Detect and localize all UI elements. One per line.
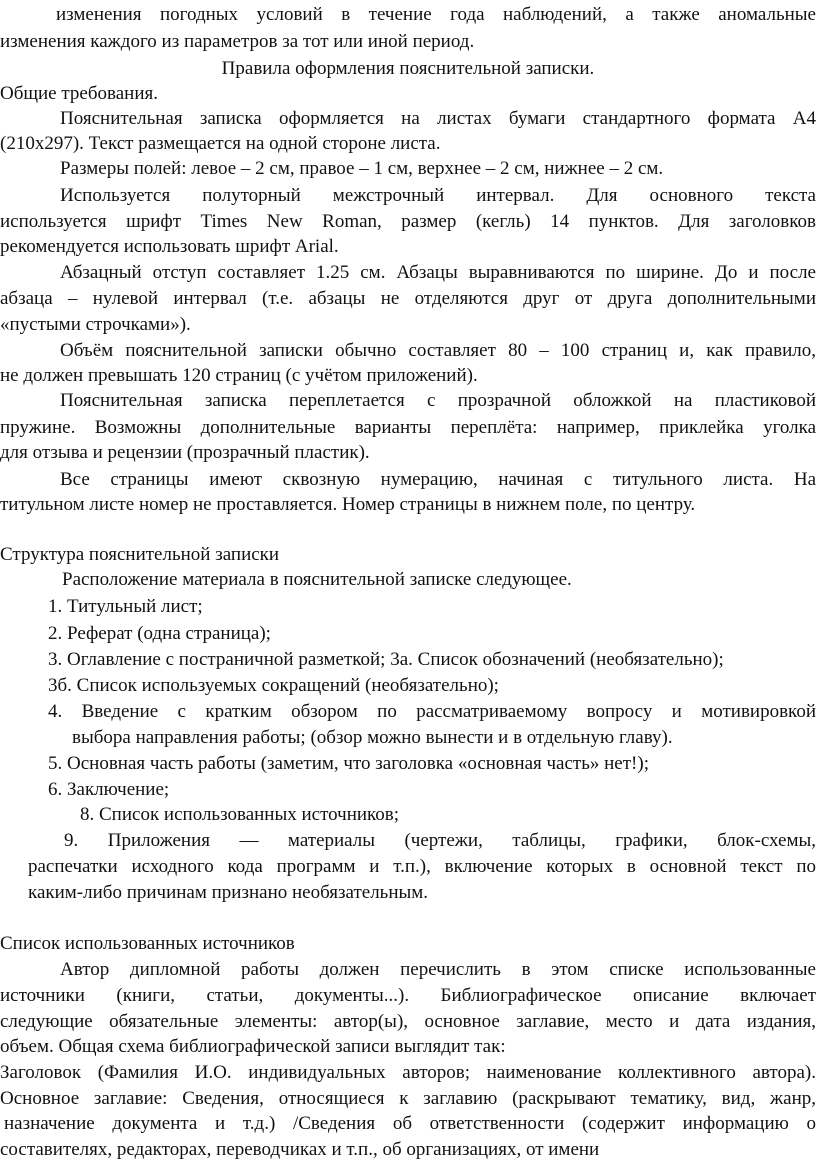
text-line: Все страницы имеют сквозную нумерацию, начиная с титульного листа. На	[60, 469, 816, 490]
text-line: не должен превышать 120 страниц (с учётом приложений).	[0, 365, 478, 386]
list-item: 4. Введение с кратким обзором по рассматриваемому вопросу и мотивировкой	[48, 701, 816, 722]
list-item: 3. Оглавление с постраничной разметкой; 3а. Список обозначений (необязательно);	[48, 649, 724, 670]
text-line: Автор дипломной работы должен перечислить в этом списке использованные	[60, 959, 816, 980]
list-item: 8. Список использованных источников;	[80, 804, 400, 825]
text-line: Используется полуторный межстрочный интервал. Для основного текста	[60, 185, 816, 206]
list-item-continuation: выбора направления работы; (обзор можно вынести и в отдельную главу).	[72, 727, 673, 748]
text-line: составителях, редакторах, переводчиках и т.п., об организациях, от имени	[0, 1139, 600, 1160]
list-item: 1. Титульный лист;	[48, 596, 203, 617]
section-heading: Структура пояснительной записки	[0, 544, 280, 565]
list-item: 3б. Список используемых сокращений (необязательно);	[48, 675, 499, 696]
text-line: используется шрифт Times New Roman, размер (кегль) 14 пунктов. Для заголовков	[0, 211, 816, 232]
text-line: «пустыми строчками»).	[0, 314, 191, 335]
text-line: (210х297). Текст размещается на одной стороне листа.	[0, 133, 441, 154]
text-line: изменения погодных условий в течение года наблюдений, а также аномальные	[56, 4, 816, 25]
list-item: 5. Основная часть работы (заметим, что заголовка «основная часть» нет!);	[48, 753, 649, 774]
text-line: Размеры полей: левое – 2 см, правое – 1 см, верхнее – 2 см, нижнее – 2 см.	[60, 158, 664, 179]
list-item: 6. Заключение;	[48, 779, 170, 800]
list-item: 9. Приложения — материалы (чертежи, таблицы, графики, блок-схемы,	[64, 830, 816, 851]
section-heading: Общие требования.	[0, 83, 158, 104]
text-line: абзаца – нулевой интервал (т.е. абзацы не отделяются друг от друга дополнительными	[0, 288, 816, 309]
list-item-continuation: каким-либо причинам признано необязательным.	[28, 882, 429, 903]
text-line: для отзыва и рецензии (прозрачный пластик).	[0, 442, 370, 463]
list-item-continuation: распечатки исходного кода программ и т.п.), включение которых в основной текст по	[28, 856, 816, 877]
text-line: рекомендуется использовать шрифт Arial.	[0, 236, 339, 257]
text-line: источники (книги, статьи, документы...). Библиографическое описание включает	[0, 985, 816, 1006]
text-line: назначение документа и т.д.) /Сведения об ответственности (содержит информацию о	[4, 1113, 816, 1134]
list-item: 2. Реферат (одна страница);	[48, 623, 271, 644]
text-line: изменения каждого из параметров за тот или иной период.	[0, 31, 475, 52]
text-line: Заголовок (Фамилия И.О. индивидуальных авторов; наименование коллективного автора).	[0, 1062, 816, 1083]
text-line: Расположение материала в пояснительной записке следующее.	[62, 569, 572, 590]
text-line: Основное заглавие: Сведения, относящиеся к заглавию (раскрывают тематику, вид, жанр,	[0, 1088, 816, 1109]
section-heading: Список использованных источников	[0, 933, 295, 954]
text-line: Пояснительная записка оформляется на листах бумаги стандартного формата А4	[60, 108, 816, 129]
text-line: следующие обязательные элементы: автор(ы), основное заглавие, место и дата издания,	[0, 1011, 816, 1032]
text-line: Пояснительная записка переплетается с прозрачной обложкой на пластиковой	[60, 390, 816, 411]
text-line: Абзацный отступ составляет 1.25 см. Абзацы выравниваются по ширине. До и после	[60, 262, 816, 283]
text-line: Объём пояснительной записки обычно составляет 80 – 100 страниц и, как правило,	[60, 340, 816, 361]
text-line: пружине. Возможны дополнительные варианты переплёта: например, приклейка уголка	[0, 417, 816, 438]
text-line: объем. Общая схема библиографической записи выглядит так:	[0, 1036, 506, 1057]
section-title: Правила оформления пояснительной записки.	[221, 58, 595, 79]
text-line: титульном листе номер не проставляется. Номер страницы в нижнем поле, по центру.	[0, 494, 696, 515]
